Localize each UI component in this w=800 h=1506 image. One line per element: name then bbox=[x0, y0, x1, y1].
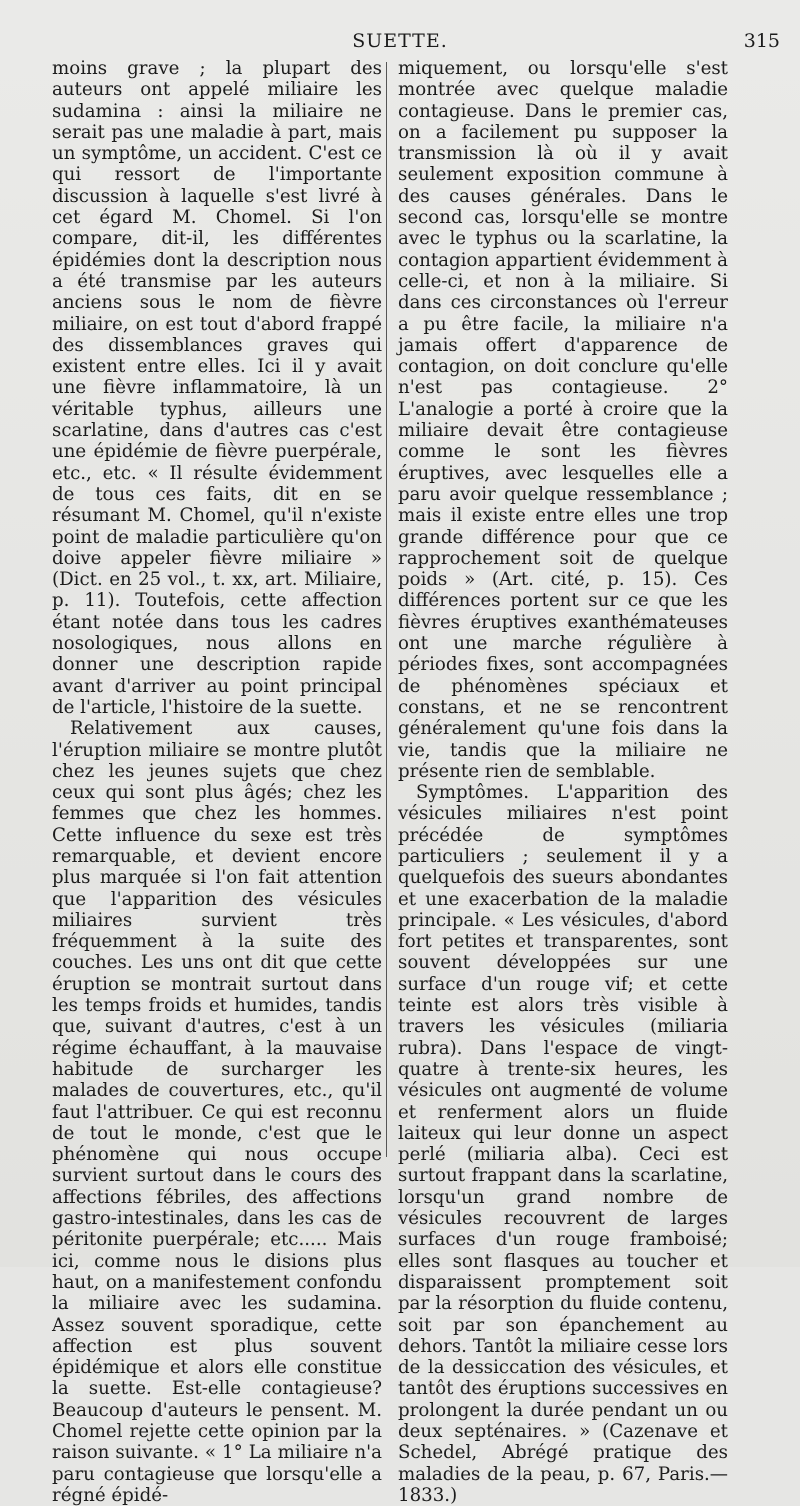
page-number: 315 bbox=[743, 30, 780, 52]
column-divider bbox=[386, 62, 387, 1157]
paragraph-miliaire-intro: moins grave ; la plupart des auteurs ont appelé miliaire les sudamina : ainsi la miliaire ne serait pas une maladie à part, mais un symptôme, un accident. C'est ce qui ressort de l'importante discussion à laquelle s'est livré à cet égard M. Chomel. Si l'on compare, dit-il, les différentes épidémies dont la description nous a été transmise par les auteurs anciens sous le nom de fièvre miliaire, on est tout d'abord frappé des dissemblances graves qui existent entre elles. Ici il y avait une fièvre inflammatoire, là un véritable typhus, ailleurs une scarlatine, dans d'autres cas c'est une épidémie de fièvre puerpérale, etc., etc. « Il résulte évidemment de tous ces faits, dit en se résumant M. Chomel, qu'il n'existe point de maladie particulière qu'on doive appeler fièvre miliaire » (Dict. en 25 vol., t. xx, art. Miliaire, p. 11). Toutefois, cette affection étant notée dans tous les cadres nosologiques, nous allons en donner une description rapide avant d'arriver au point principal de l'article, l'histoire de la suette. bbox=[52, 58, 382, 718]
paragraph-causes: Relativement aux causes, l'éruption miliaire se montre plutôt chez les jeunes sujets que chez ceux qui sont plus âgés; chez les femmes que chez les hommes. Cette influence du sexe est très remarquable, et devient encore plus marquée si l'on fait attention que l'apparition des vésicules miliaires survient très fréquemment à la suite des couches. Les uns ont dit que cette éruption se montrait surtout dans les temps froids et humides, tandis que, suivant d'autres, c'est à un régime échauffant, à la mauvaise habitude de surcharger les malades de couvertures, etc., qu'il faut l'attribuer. Ce qui est reconnu de tout le monde, c'est que le phénomène qui nous occupe survient surtout dans le cours des affections fébriles, des affections gastro-intestinales, dans les cas de péritonite puerpérale; etc..... Mais ici, comme nous le disions plus haut, on a manifestement confondu la miliaire avec les sudamina. Assez souvent sporadique, cette affection est plus souvent épidémique et alors elle constitue la suette. Est-elle contagieuse? Beaucoup d'auteurs le pensent. M. Chomel rejette cette opinion par la raison suivante. « 1° La miliaire n'a paru contagieuse que lorsqu'elle a régné épidé- bbox=[52, 718, 382, 1506]
right-column bbox=[398, 58, 728, 1506]
running-title: SUETTE. bbox=[352, 30, 448, 52]
page-header bbox=[0, 30, 800, 60]
paragraph-symptomes: Symptômes. L'apparition des vésicules miliaires n'est point précédée de symptômes particuliers ; seulement il y a quelquefois des sueurs abondantes et une exacerbation de la maladie principale. « Les vésicules, d'abord fort petites et transparentes, sont souvent développées sur une surface d'un rouge vif; et cette teinte est alors très visible à travers les vésicules (miliaria rubra). Dans l'espace de vingt-quatre à trente-six heures, les vésicules ont augmenté de volume et renferment alors un fluide laiteux qui leur donne un aspect perlé (miliaria alba). Ceci est surtout frappant dans la scarlatine, lorsqu'un grand nombre de vésicules recouvrent de larges surfaces d'un rouge framboisé; elles sont flasques au toucher et disparaissent promptement soit par la résorption du fluide contenu, soit par son épanchement au dehors. Tantôt la miliaire cesse lors de la dessiccation des vésicules, et tantôt des éruptions successives en prolongent la durée pendant un ou deux septénaires. » (Cazenave et Schedel, Abrégé pratique des maladies de la peau, p. 67, Paris.—1833.) bbox=[398, 782, 728, 1506]
paragraph-contagion: miquement, ou lorsqu'elle s'est montrée avec quelque maladie contagieuse. Dans le premier cas, on a facilement pu supposer la transmission là où il y avait seulement exposition commune à des causes générales. Dans le second cas, lorsqu'elle se montre avec le typhus ou la scarlatine, la contagion appartient évidemment à celle-ci, et non à la miliaire. Si dans ces circonstances où l'erreur a pu être facile, la miliaire n'a jamais offert d'apparence de contagion, on doit conclure qu'elle n'est pas contagieuse. 2° L'analogie a porté à croire que la miliaire devait être contagieuse comme le sont les fièvres éruptives, avec lesquelles elle a paru avoir quelque ressemblance ; mais il existe entre elles une trop grande différence pour que ce rapprochement soit de quelque poids » (Art. cité, p. 15). Ces différences portent sur ce que les fièvres éruptives exanthémateuses ont une marche régulière à périodes fixes, sont accompagnées de phénomènes spéciaux et constans, et ne se rencontrent généralement qu'une fois dans la vie, tandis que la miliaire ne présente rien de semblable. bbox=[398, 58, 728, 782]
left-column bbox=[52, 58, 382, 1506]
